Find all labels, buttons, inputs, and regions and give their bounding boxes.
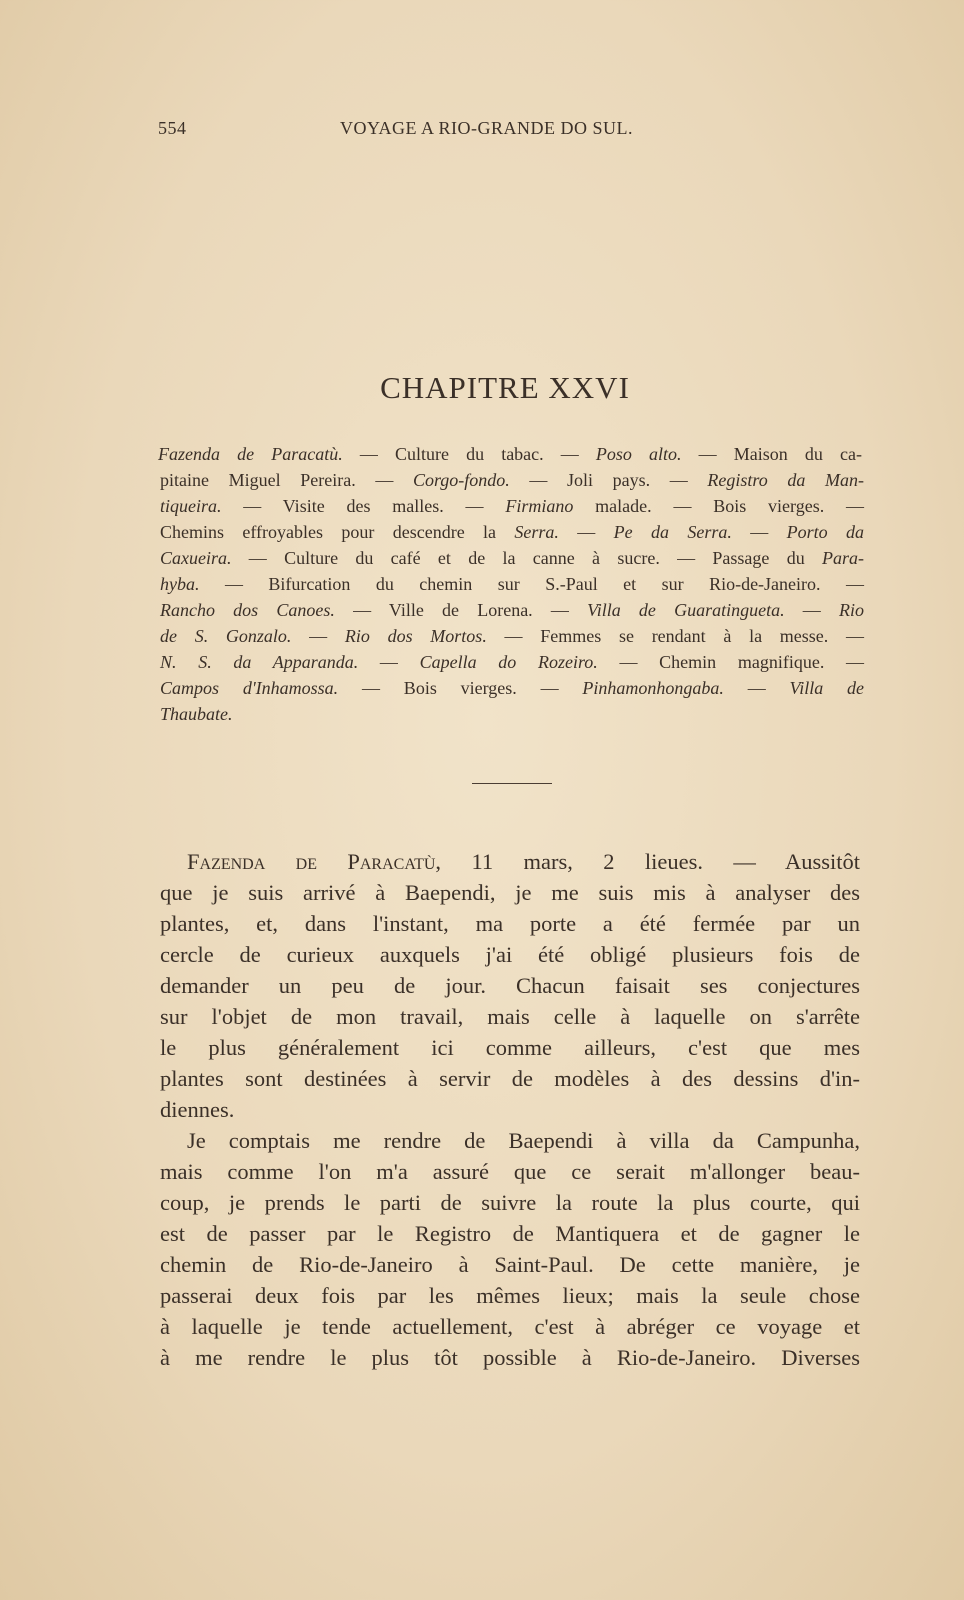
page-number: 554 — [158, 118, 187, 138]
body-line-text: à me rendre le plus tôt possible à Rio-de-Janeiro. Diverses — [160, 1345, 860, 1370]
entry-heading: Fazenda de Paracatù, — [187, 849, 442, 874]
summary-text: — Joli pays. — — [509, 470, 708, 490]
body-line-text: plantes, et, dans l'instant, ma porte a été fermée par un — [160, 911, 860, 936]
body-line — [160, 1315, 860, 1339]
body-line-text: 11 mars, 2 lieues. — Aussitôt — [441, 849, 860, 874]
body-line — [160, 1284, 860, 1308]
summary-text: — — [723, 678, 790, 698]
summary-place-name: Villa de — [789, 678, 865, 698]
body-line-text: le plus généralement ici comme ailleurs, c'est que mes — [160, 1035, 860, 1060]
summary-text: malade. — Bois vierges. — — [573, 496, 864, 516]
summary-text: — — [558, 522, 614, 542]
body-line — [160, 1036, 860, 1060]
summary-place-name: Corgo-fondo. — [412, 470, 510, 490]
summary-place-name: Rio dos Mortos. — [344, 626, 487, 646]
summary-text: — — [291, 626, 345, 646]
body-line-text: que je suis arrivé à Baependi, je me suis mis à analyser des — [160, 880, 860, 905]
summary-line — [160, 470, 864, 490]
summary-line — [160, 522, 864, 542]
body-line — [187, 1129, 860, 1153]
summary-place-name: Campos d'Inhamossa. — [160, 678, 339, 698]
summary-place-name: tiqueira. — [160, 496, 222, 516]
body-line-text: coup, je prends le parti de suivre la route la plus courte, qui — [160, 1190, 860, 1215]
summary-text: — Ville de Lorena. — — [334, 600, 588, 620]
summary-place-name: Thaubate. — [160, 704, 233, 724]
body-line — [160, 1346, 860, 1370]
summary-text: — Femmes se rendant à la messe. — — [486, 626, 865, 646]
summary-line — [160, 574, 864, 594]
summary-text: — — [784, 600, 839, 620]
summary-text: — Bois vierges. — — [338, 678, 583, 698]
running-head: VOYAGE A RIO-GRANDE DO SUL. — [340, 118, 634, 138]
body-line — [160, 1067, 860, 1091]
summary-text: — Maison du ca- — [681, 444, 862, 464]
summary-line — [160, 626, 864, 646]
summary-place-name: Capella do Rozeiro. — [419, 652, 598, 672]
summary-place-name: Rio — [839, 600, 864, 620]
chapter-title: CHAPITRE XXVI — [380, 370, 630, 405]
summary-place-name: Serra. — [514, 522, 559, 542]
body-line-text: cercle de curieux auxquels j'ai été obligé plusieurs fois de — [160, 942, 860, 967]
body-line-text: plantes sont destinées à servir de modèles à des dessins d'in- — [160, 1066, 860, 1091]
summary-place-name: Firmiano — [505, 496, 574, 516]
body-line-text: Je comptais me rendre de Baependi à villa da Campunha, — [187, 1128, 860, 1153]
body-line-text: passerai deux fois par les mêmes lieux; mais la seule chose — [160, 1283, 860, 1308]
body-line — [160, 912, 860, 936]
summary-place-name: Para- — [822, 548, 864, 568]
body-line-text: est de passer par le Registro de Mantiquera et de gagner le — [160, 1221, 860, 1246]
section-divider — [472, 783, 552, 784]
body-line — [160, 1222, 860, 1246]
summary-text: — Visite des malles. — — [221, 496, 506, 516]
body-line-text: sur l'objet de mon travail, mais celle à laquelle on s'arrête — [160, 1004, 860, 1029]
summary-line — [160, 652, 864, 672]
summary-place-name: Villa de Guaratingueta. — [587, 600, 785, 620]
summary-line — [160, 548, 864, 568]
summary-text: — — [731, 522, 787, 542]
body-line — [187, 850, 860, 874]
summary-line — [160, 600, 864, 620]
body-line — [160, 881, 860, 905]
summary-place-name: de S. Gonzalo. — [160, 626, 292, 646]
summary-line — [160, 678, 864, 698]
body-line-text: demander un peu de jour. Chacun faisait ses conjectures — [160, 973, 860, 998]
summary-place-name: Registro da Man- — [707, 470, 864, 490]
body-line — [160, 1253, 860, 1277]
body-line — [160, 943, 860, 967]
summary-text: — Bifurcation du chemin sur S.-Paul et sur Rio-de-Janeiro. — — [199, 574, 864, 594]
body-line — [160, 1098, 860, 1122]
summary-text: — — [358, 652, 420, 672]
summary-place-name: Caxueira. — [160, 548, 232, 568]
summary-place-name: N. S. da Apparanda. — [160, 652, 359, 672]
summary-place-name: hyba. — [160, 574, 200, 594]
summary-line — [160, 704, 864, 724]
summary-place-name: Fazenda de Paracatù. — [158, 444, 343, 464]
body-line-text: diennes. — [160, 1097, 235, 1122]
body-line-text: à laquelle je tende actuellement, c'est à abréger ce voyage et — [160, 1314, 860, 1339]
summary-text: — Culture du café et de la canne à sucre. — Passage du — [231, 548, 822, 568]
summary-text: Chemins effroyables pour descendre la — [160, 522, 515, 542]
body-line — [160, 1005, 860, 1029]
body-line-text: mais comme l'on m'a assuré que ce serait m'allonger beau- — [160, 1159, 860, 1184]
summary-place-name: Pe da Serra. — [613, 522, 732, 542]
summary-place-name: Poso alto. — [595, 444, 682, 464]
body-line-text: chemin de Rio-de-Janeiro à Saint-Paul. De cette manière, je — [160, 1252, 860, 1277]
summary-place-name: Rancho dos Canoes. — [160, 600, 335, 620]
summary-line — [160, 496, 864, 516]
body-line — [160, 1160, 860, 1184]
summary-place-name: Porto da — [786, 522, 865, 542]
summary-line — [158, 444, 862, 464]
summary-text: — Chemin magnifique. — — [597, 652, 865, 672]
summary-text: — Culture du tabac. — — [342, 444, 596, 464]
summary-place-name: Pinhamonhongaba. — [582, 678, 724, 698]
body-line — [160, 1191, 860, 1215]
body-line — [160, 974, 860, 998]
summary-text: pitaine Miguel Pereira. — — [160, 470, 413, 490]
